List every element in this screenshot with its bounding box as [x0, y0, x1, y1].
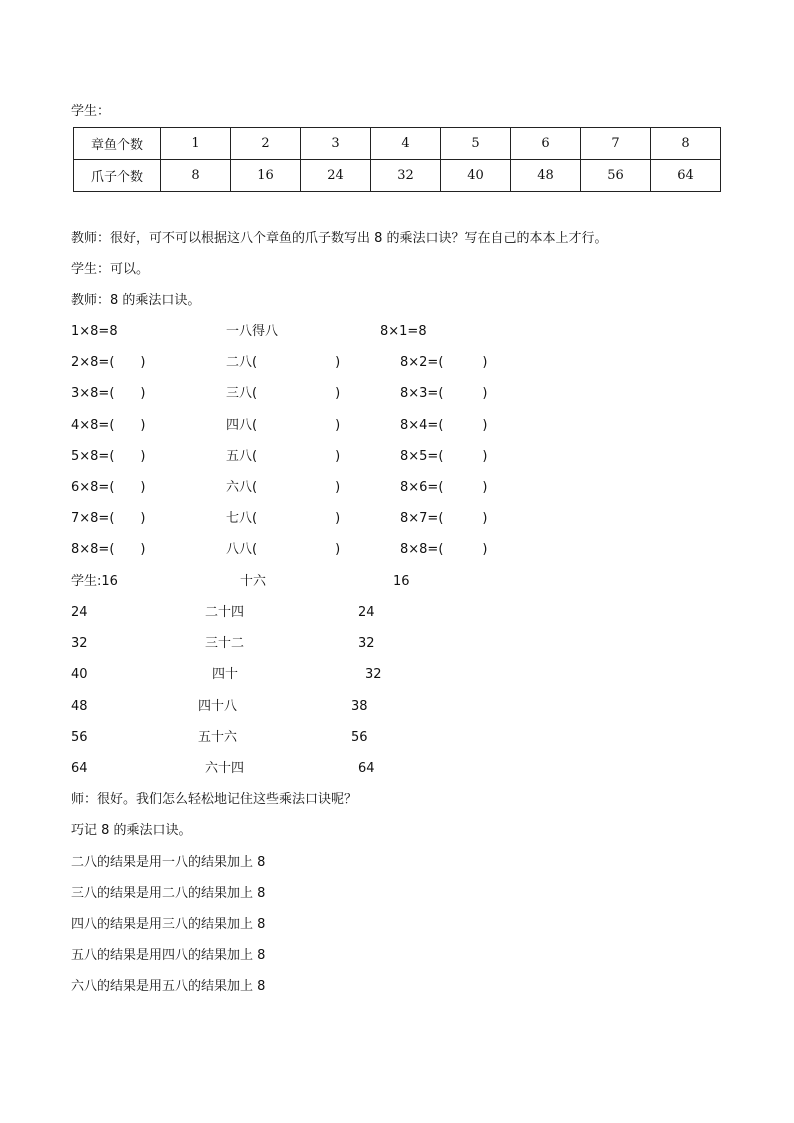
- answer-right: 64: [358, 761, 375, 776]
- octopus-table: [73, 127, 721, 192]
- answer-left: 48: [71, 699, 88, 714]
- answer-left: 24: [71, 605, 88, 620]
- teacher-prompt: 教师：很好，可不可以根据这八个章鱼的爪子数写出 8 的乘法口诀？写在自己的本本上才行。: [71, 231, 608, 246]
- exercise-right: 8×6=( ): [400, 480, 488, 495]
- exercise-left: 6×8=( ): [71, 480, 146, 495]
- exercise-left: 4×8=( ): [71, 418, 146, 433]
- exercise-left: 8×8=( ): [71, 542, 146, 557]
- exercise-left: 5×8=( ): [71, 449, 146, 464]
- table-cell: 2: [231, 128, 301, 160]
- table-cell: 7: [581, 128, 651, 160]
- table-cell: 56: [581, 160, 651, 192]
- exercise-left: 1×8=8: [71, 324, 118, 339]
- answer-right: 56: [351, 730, 368, 745]
- exercise-left: 3×8=( ): [71, 386, 146, 401]
- table-cell: 24: [301, 160, 371, 192]
- exercise-middle: 一八得八: [226, 324, 279, 339]
- exercise-middle: 二八( ): [226, 355, 341, 370]
- answer-middle: 六十四: [205, 761, 245, 776]
- tip-item: 五八的结果是用四八的结果加上 8: [71, 948, 266, 963]
- table-row-header: 章鱼个数: [74, 128, 161, 160]
- table-cell: 1: [161, 128, 231, 160]
- answer-right: 24: [358, 605, 375, 620]
- exercise-right: 8×7=( ): [400, 511, 488, 526]
- table-cell: 40: [441, 160, 511, 192]
- student-label: 学生：: [71, 104, 111, 119]
- answer-middle: 三十二: [205, 636, 245, 651]
- exercise-middle: 七八( ): [226, 511, 341, 526]
- answer-middle: 五十六: [198, 730, 238, 745]
- table-cell: 64: [651, 160, 721, 192]
- exercise-right: 8×8=( ): [400, 542, 488, 557]
- teacher-title: 教师：8 的乘法口诀。: [71, 293, 201, 308]
- answer-middle: 四十八: [198, 699, 238, 714]
- exercise-middle: 三八( ): [226, 386, 341, 401]
- table-cell: 3: [301, 128, 371, 160]
- exercise-middle: 八八( ): [226, 542, 341, 557]
- teacher-question: 师：很好。我们怎么轻松地记住这些乘法口诀呢？: [71, 792, 358, 807]
- answer-middle: 二十四: [205, 605, 245, 620]
- answer-left: 学生:16: [71, 574, 118, 589]
- answer-left: 40: [71, 667, 88, 682]
- answer-right: 38: [351, 699, 368, 714]
- exercise-right: 8×1=8: [380, 324, 427, 339]
- table-row-octopus-count: [74, 128, 721, 160]
- table-cell: 8: [651, 128, 721, 160]
- tip-item: 三八的结果是用二八的结果加上 8: [71, 886, 266, 901]
- table-cell: 16: [231, 160, 301, 192]
- tip-item: 六八的结果是用五八的结果加上 8: [71, 979, 266, 994]
- table-cell: 32: [371, 160, 441, 192]
- exercise-middle: 五八( ): [226, 449, 341, 464]
- student-reply: 学生：可以。: [71, 262, 150, 277]
- table-cell: 5: [441, 128, 511, 160]
- exercise-right: 8×2=( ): [400, 355, 488, 370]
- exercise-left: 7×8=( ): [71, 511, 146, 526]
- answer-left: 64: [71, 761, 88, 776]
- table-cell: 6: [511, 128, 581, 160]
- answer-right: 32: [358, 636, 375, 651]
- exercise-middle: 六八( ): [226, 480, 341, 495]
- answer-left: 32: [71, 636, 88, 651]
- exercise-right: 8×4=( ): [400, 418, 488, 433]
- answer-middle: 四十: [212, 667, 239, 682]
- answer-middle: 十六: [240, 574, 267, 589]
- tip-title: 巧记 8 的乘法口诀。: [71, 823, 192, 838]
- answer-right: 16: [393, 574, 410, 589]
- table-cell: 48: [511, 160, 581, 192]
- table-cell: 4: [371, 128, 441, 160]
- exercise-middle: 四八( ): [226, 418, 341, 433]
- answer-left: 56: [71, 730, 88, 745]
- table-cell: 8: [161, 160, 231, 192]
- table-row-claw-count: [74, 160, 721, 192]
- answer-right: 32: [365, 667, 382, 682]
- tip-item: 四八的结果是用三八的结果加上 8: [71, 917, 266, 932]
- tip-item: 二八的结果是用一八的结果加上 8: [71, 855, 266, 870]
- table-row-header: 爪子个数: [74, 160, 161, 192]
- exercise-right: 8×5=( ): [400, 449, 488, 464]
- exercise-left: 2×8=( ): [71, 355, 146, 370]
- exercise-right: 8×3=( ): [400, 386, 488, 401]
